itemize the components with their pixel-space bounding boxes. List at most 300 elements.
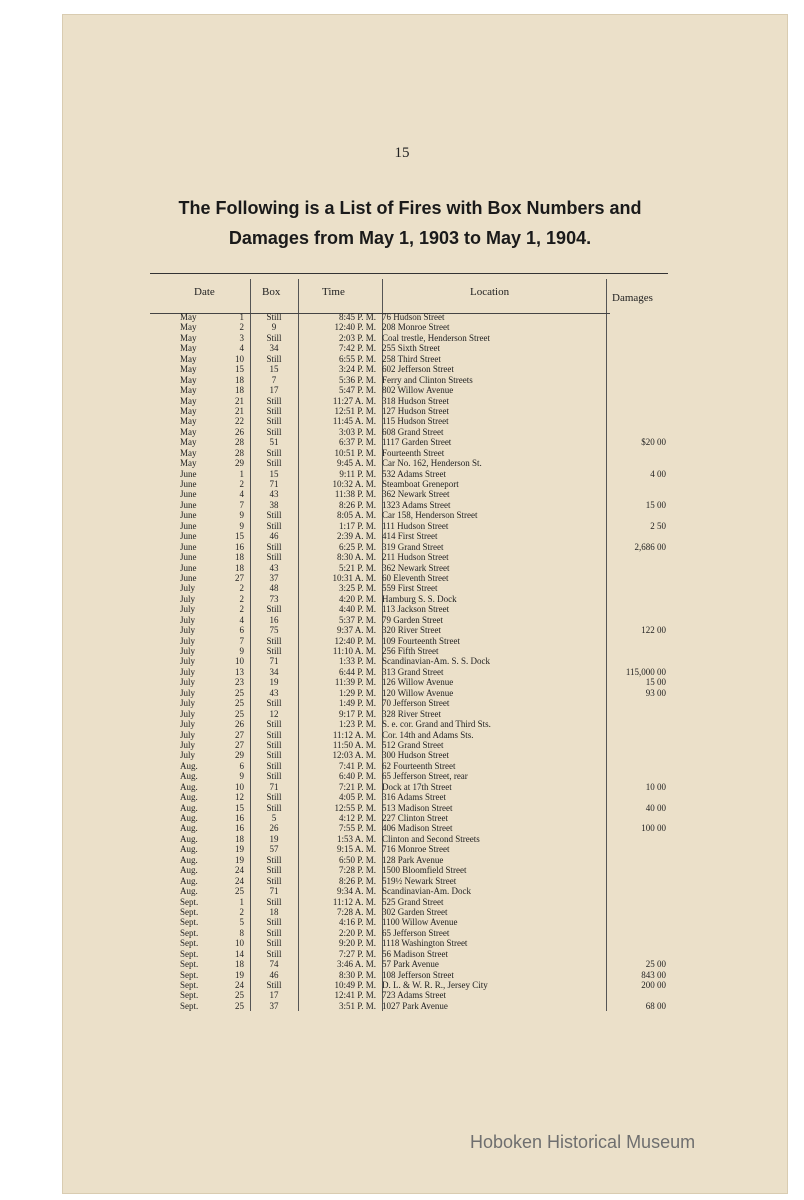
row-box: 37 xyxy=(269,1000,279,1011)
row-month: Sept. xyxy=(180,980,199,990)
table-row xyxy=(150,448,668,458)
table-row xyxy=(150,396,668,406)
row-location: 1100 Willow Avenue xyxy=(382,917,458,928)
row-box: 71 xyxy=(269,886,279,897)
row-month: June xyxy=(180,499,197,510)
row-time: 7:42 P. M. xyxy=(338,343,376,354)
row-box: Still xyxy=(266,771,282,782)
table-row xyxy=(150,573,668,583)
row-location: 1323 Adams Street xyxy=(382,499,451,510)
row-location: Clinton and Second Streets xyxy=(382,833,480,844)
row-time: 11:12 A. M. xyxy=(332,896,376,907)
row-box: 34 xyxy=(269,666,279,677)
row-location: 60 Eleventh Street xyxy=(382,572,449,583)
row-month: Aug. xyxy=(180,792,198,803)
row-month: May xyxy=(180,353,197,364)
table-row xyxy=(150,928,668,938)
table-row xyxy=(150,959,668,969)
row-month: May xyxy=(180,426,197,437)
row-location: Hamburg S. S. Dock xyxy=(382,593,457,604)
row-box: 48 xyxy=(269,583,279,594)
row-day: 15 xyxy=(235,364,244,375)
row-day: 24 xyxy=(235,980,244,990)
row-box: Still xyxy=(266,646,282,656)
table-row xyxy=(150,646,668,656)
table-row xyxy=(150,698,668,708)
row-day: 24 xyxy=(235,865,244,876)
row-box: 43 xyxy=(269,562,279,573)
header-time: Time xyxy=(322,286,345,298)
row-day: 24 xyxy=(235,875,244,886)
row-month: Sept. xyxy=(180,906,199,917)
row-day: 18 xyxy=(235,552,244,563)
row-time: 9:34 A. M. xyxy=(336,886,376,897)
table-row xyxy=(150,406,668,416)
table-row xyxy=(150,343,668,353)
row-time: 5:21 P. M. xyxy=(338,562,376,573)
row-time: 12:55 P. M. xyxy=(334,802,376,813)
header-date: Date xyxy=(194,286,215,298)
row-day: 10 xyxy=(235,781,244,792)
row-location: 256 Fifth Street xyxy=(382,646,439,656)
row-time: 8:30 A. M. xyxy=(336,552,376,563)
row-box: Still xyxy=(266,854,282,865)
row-box: 12 xyxy=(269,708,279,719)
table-row xyxy=(150,782,668,792)
row-time: 12:03 A. M. xyxy=(332,750,376,761)
table-row xyxy=(150,886,668,896)
row-damages: 10 00 xyxy=(645,781,666,792)
row-damages: 25 00 xyxy=(645,959,666,970)
row-time: 12:41 P. M. xyxy=(334,990,376,1001)
row-box: 17 xyxy=(269,990,279,1001)
table-row xyxy=(150,552,668,562)
row-location: 70 Jefferson Street xyxy=(382,698,450,709)
row-month: July xyxy=(180,719,196,730)
row-month: Sept. xyxy=(180,917,199,928)
row-location: 120 Willow Avenue xyxy=(382,687,454,698)
row-day: 2 xyxy=(239,604,244,615)
row-day: 9 xyxy=(239,510,244,521)
row-month: Sept. xyxy=(180,896,199,907)
row-box: 5 xyxy=(271,813,277,823)
row-day: 10 xyxy=(235,938,244,949)
row-location: Cor. 14th and Adams Sts. xyxy=(382,729,474,740)
row-time: 3:03 P. M. xyxy=(338,426,376,437)
row-day: 9 xyxy=(239,771,244,782)
row-month: Aug. xyxy=(180,771,198,782)
row-time: 9:45 A. M. xyxy=(336,458,376,469)
table-body xyxy=(150,312,668,1011)
row-month: Aug. xyxy=(180,760,198,771)
row-box: Still xyxy=(266,604,282,615)
row-month: May xyxy=(180,458,197,469)
row-month: July xyxy=(180,583,196,594)
table-row xyxy=(150,876,668,886)
row-damages: 2,686 00 xyxy=(634,541,666,552)
row-location: 227 Clinton Street xyxy=(382,813,448,823)
row-box: 71 xyxy=(269,656,279,667)
header-location: Location xyxy=(470,286,510,298)
row-time: 7:55 P. M. xyxy=(338,823,376,834)
row-day: 22 xyxy=(235,416,244,427)
row-box: 46 xyxy=(269,531,279,542)
row-box: 19 xyxy=(269,833,279,844)
table-row xyxy=(150,521,668,531)
row-month: June xyxy=(180,531,197,542)
row-box: Still xyxy=(266,635,282,646)
row-location: 559 First Street xyxy=(382,583,438,594)
table-row xyxy=(150,740,668,750)
row-time: 6:50 P. M. xyxy=(338,854,376,865)
row-box: 15 xyxy=(269,364,279,375)
row-box: Still xyxy=(266,719,282,730)
row-day: 18 xyxy=(235,562,244,573)
table-row xyxy=(150,750,668,760)
row-box: 9 xyxy=(271,322,277,333)
table-row xyxy=(150,844,668,854)
title-line-1: The Following is a List of Fires with Box Numbers and xyxy=(178,198,642,218)
row-time: 11:38 P. M. xyxy=(334,489,376,500)
table-row xyxy=(150,333,668,343)
row-box: Still xyxy=(266,750,282,761)
row-month: May xyxy=(180,385,197,396)
row-location: 519½ Newark Street xyxy=(382,875,457,886)
row-location: 1027 Park Avenue xyxy=(382,1000,448,1011)
row-box: 17 xyxy=(269,385,279,396)
row-month: May xyxy=(180,395,197,406)
row-box: Still xyxy=(266,792,282,803)
table-row xyxy=(150,730,668,740)
row-time: 4:05 P. M. xyxy=(338,792,376,803)
row-time: 5:37 P. M. xyxy=(338,614,376,625)
row-location: 316 Adams Street xyxy=(382,792,446,803)
row-location: 318 Hudson Street xyxy=(382,395,449,406)
row-location: 1500 Bloomfield Street xyxy=(382,865,467,876)
row-box: 43 xyxy=(269,489,279,500)
row-box: Still xyxy=(266,416,282,427)
row-location: 320 River Street xyxy=(382,625,441,636)
row-location: 111 Hudson Street xyxy=(382,520,449,531)
row-day: 18 xyxy=(235,385,244,396)
table-row xyxy=(150,677,668,687)
row-box: Still xyxy=(266,865,282,876)
row-day: 4 xyxy=(239,489,244,500)
row-box: Still xyxy=(266,395,282,406)
row-time: 4:40 P. M. xyxy=(338,604,376,615)
row-day: 25 xyxy=(235,687,244,698)
row-box: 57 xyxy=(269,844,279,855)
row-box: Still xyxy=(266,520,282,531)
row-location: Car No. 162, Henderson St. xyxy=(382,458,482,469)
row-month: July xyxy=(180,646,196,656)
row-box: 16 xyxy=(269,614,279,625)
row-box: 43 xyxy=(269,687,279,698)
row-month: Sept. xyxy=(180,938,199,949)
row-location: 208 Monroe Street xyxy=(382,322,450,333)
row-day: 26 xyxy=(235,426,244,437)
table-row xyxy=(150,322,668,332)
row-damages: 100 00 xyxy=(641,823,666,834)
row-time: 6:40 P. M. xyxy=(338,771,376,782)
row-box: Still xyxy=(266,312,282,322)
row-time: 4:20 P. M. xyxy=(338,593,376,604)
row-location: 602 Jefferson Street xyxy=(382,364,454,375)
row-time: 4:12 P. M. xyxy=(338,813,376,823)
row-day: 10 xyxy=(235,353,244,364)
row-day: 2 xyxy=(239,593,244,604)
row-day: 25 xyxy=(235,886,244,897)
row-time: 3:25 P. M. xyxy=(338,583,376,594)
row-day: 7 xyxy=(239,499,244,510)
row-time: 9:20 P. M. xyxy=(338,938,376,949)
row-box: 75 xyxy=(269,625,279,636)
row-box: 73 xyxy=(269,593,279,604)
table-row xyxy=(150,416,668,426)
table-row xyxy=(150,437,668,447)
row-time: 8:05 A. M. xyxy=(336,510,376,521)
row-month: July xyxy=(180,750,196,761)
row-location: 302 Garden Street xyxy=(382,906,448,917)
row-time: 6:25 P. M. xyxy=(338,541,376,552)
row-time: 10:49 P. M. xyxy=(334,980,376,990)
table-row xyxy=(150,917,668,927)
row-time: 8:26 P. M. xyxy=(338,499,376,510)
row-time: 12:51 P. M. xyxy=(334,405,376,416)
row-time: 6:37 P. M. xyxy=(338,437,376,448)
row-day: 25 xyxy=(235,698,244,709)
header-box: Box xyxy=(262,286,281,298)
row-time: 9:15 A. M. xyxy=(336,844,376,855)
table-top-rule xyxy=(150,273,668,274)
row-month: Sept. xyxy=(180,927,199,938)
row-month: Sept. xyxy=(180,969,199,980)
table-row xyxy=(150,792,668,802)
table-row xyxy=(150,615,668,625)
row-month: May xyxy=(180,416,197,427)
row-location: 211 Hudson Street xyxy=(382,552,449,563)
row-box: Still xyxy=(266,458,282,469)
row-location: 65 Jefferson Street, rear xyxy=(382,771,468,782)
row-box: 7 xyxy=(271,374,277,385)
row-time: 7:21 P. M. xyxy=(338,781,376,792)
row-day: 6 xyxy=(239,760,244,771)
row-day: 19 xyxy=(235,969,244,980)
row-day: 25 xyxy=(235,708,244,719)
row-time: 2:20 P. M. xyxy=(338,927,376,938)
page-number: 15 xyxy=(394,145,410,161)
row-day: 25 xyxy=(235,990,244,1001)
row-box: 34 xyxy=(269,343,279,354)
row-month: May xyxy=(180,312,197,322)
row-month: May xyxy=(180,343,197,354)
row-time: 9:37 A. M. xyxy=(336,625,376,636)
table-row xyxy=(150,500,668,510)
row-month: July xyxy=(180,739,196,750)
row-day: 1 xyxy=(239,896,244,907)
row-time: 10:51 P. M. xyxy=(334,447,376,458)
row-time: 11:12 A. M. xyxy=(332,729,376,740)
table-row xyxy=(150,510,668,520)
table-row xyxy=(150,990,668,1000)
row-month: Aug. xyxy=(180,854,198,865)
row-location: 525 Grand Street xyxy=(382,896,444,907)
table-row xyxy=(150,636,668,646)
row-month: Aug. xyxy=(180,781,198,792)
row-month: Aug. xyxy=(180,886,198,897)
table-row xyxy=(150,949,668,959)
row-time: 7:27 P. M. xyxy=(338,948,376,959)
row-location: 109 Fourteenth Street xyxy=(382,635,460,646)
row-month: June xyxy=(180,541,197,552)
table-row xyxy=(150,594,668,604)
table-row xyxy=(150,542,668,552)
row-day: 2 xyxy=(239,583,244,594)
row-day: 19 xyxy=(235,854,244,865)
table-row xyxy=(150,865,668,875)
table-row xyxy=(150,385,668,395)
row-box: 46 xyxy=(269,969,279,980)
row-time: 11:10 A. M. xyxy=(332,646,376,656)
row-location: 362 Newark Street xyxy=(382,489,450,500)
row-box: Still xyxy=(266,875,282,886)
row-month: July xyxy=(180,604,196,615)
row-month: Aug. xyxy=(180,813,198,823)
table-row xyxy=(150,469,668,479)
row-location: Ferry and Clinton Streets xyxy=(382,374,473,385)
row-box: Still xyxy=(266,332,282,343)
row-box: Still xyxy=(266,802,282,813)
row-time: 10:31 A. M. xyxy=(332,572,376,583)
row-damages: 40 00 xyxy=(645,802,666,813)
row-location: Scandinavian-Am. Dock xyxy=(382,886,471,897)
row-time: 11:39 P. M. xyxy=(334,677,376,688)
row-day: 9 xyxy=(239,646,244,656)
table-row xyxy=(150,907,668,917)
row-time: 1:53 A. M. xyxy=(336,833,376,844)
row-box: Still xyxy=(266,353,282,364)
row-box: 71 xyxy=(269,479,279,489)
row-day: 21 xyxy=(235,395,244,406)
row-day: 1 xyxy=(239,468,244,479)
row-time: 1:23 P. M. xyxy=(338,719,376,730)
row-time: 1:49 P. M. xyxy=(338,698,376,709)
row-time: 4:16 P. M. xyxy=(338,917,376,928)
row-month: Sept. xyxy=(180,948,199,959)
row-day: 16 xyxy=(235,823,244,834)
row-location: D. L. & W. R. R., Jersey City xyxy=(382,980,488,990)
row-location: 512 Grand Street xyxy=(382,739,444,750)
row-box: 51 xyxy=(269,437,279,448)
row-day: 4 xyxy=(239,614,244,625)
row-month: July xyxy=(180,593,196,604)
row-time: 8:30 P. M. xyxy=(338,969,376,980)
table-row xyxy=(150,855,668,865)
row-location: 255 Sixth Street xyxy=(382,343,440,354)
row-box: Still xyxy=(266,917,282,928)
row-day: 3 xyxy=(239,332,244,343)
row-day: 13 xyxy=(235,666,244,677)
table-row xyxy=(150,563,668,573)
row-box: 38 xyxy=(269,499,279,510)
row-time: 3:51 P. M. xyxy=(338,1000,376,1011)
table-row xyxy=(150,813,668,823)
row-month: May xyxy=(180,447,197,458)
table-row xyxy=(150,479,668,489)
row-location: 723 Adams Street xyxy=(382,990,446,1001)
row-location: Fourteenth Street xyxy=(382,447,445,458)
row-time: 9:11 P. M. xyxy=(339,468,376,479)
row-time: 1:29 P. M. xyxy=(338,687,376,698)
row-location: 328 River Street xyxy=(382,708,441,719)
row-month: Aug. xyxy=(180,844,198,855)
row-location: 57 Park Avenue xyxy=(382,959,439,970)
row-day: 29 xyxy=(235,458,244,469)
row-month: May xyxy=(180,322,197,333)
row-month: June xyxy=(180,520,197,531)
row-time: 5:47 P. M. xyxy=(338,385,376,396)
row-day: 12 xyxy=(235,792,244,803)
row-box: 74 xyxy=(269,959,279,970)
row-damages: 15 00 xyxy=(645,499,666,510)
row-day: 10 xyxy=(235,656,244,667)
row-month: June xyxy=(180,510,197,521)
table-row xyxy=(150,771,668,781)
row-day: 15 xyxy=(235,802,244,813)
row-damages: 68 00 xyxy=(645,1000,666,1011)
row-location: 319 Grand Street xyxy=(382,541,444,552)
row-location: Dock at 17th Street xyxy=(382,781,452,792)
row-location: 108 Jefferson Street xyxy=(382,969,454,980)
row-month: Aug. xyxy=(180,802,198,813)
row-time: 12:40 P. M. xyxy=(334,322,376,333)
row-month: July xyxy=(180,698,196,709)
row-day: 7 xyxy=(239,635,244,646)
row-location: 126 Willow Avenue xyxy=(382,677,454,688)
table-row xyxy=(150,364,668,374)
table-row xyxy=(150,970,668,980)
row-day: 16 xyxy=(235,813,244,823)
row-box: Still xyxy=(266,447,282,458)
row-month: July xyxy=(180,635,196,646)
row-box: Still xyxy=(266,948,282,959)
row-month: June xyxy=(180,489,197,500)
row-day: 23 xyxy=(235,677,244,688)
row-box: Still xyxy=(266,729,282,740)
row-location: 113 Jackson Street xyxy=(382,604,450,615)
row-box: Still xyxy=(266,405,282,416)
row-damages: 93 00 xyxy=(645,687,666,698)
row-location: 79 Garden Street xyxy=(382,614,443,625)
row-location: 716 Monroe Street xyxy=(382,844,450,855)
row-time: 2:03 P. M. xyxy=(338,332,376,343)
row-day: 16 xyxy=(235,541,244,552)
row-time: 5:36 P. M. xyxy=(338,374,376,385)
row-location: 532 Adams Street xyxy=(382,468,446,479)
row-box: 37 xyxy=(269,572,279,583)
row-box: Still xyxy=(266,739,282,750)
row-location: 258 Third Street xyxy=(382,353,441,364)
row-damages: 115,000 00 xyxy=(625,666,666,677)
table-row xyxy=(150,1001,668,1011)
table-row xyxy=(150,980,668,990)
row-location: 128 Park Avenue xyxy=(382,854,444,865)
row-box: Still xyxy=(266,927,282,938)
row-day: 14 xyxy=(235,948,244,959)
header-damages: Damages xyxy=(612,292,653,304)
row-time: 8:26 P. M. xyxy=(338,875,376,886)
row-location: Car 158, Henderson Street xyxy=(382,510,478,521)
